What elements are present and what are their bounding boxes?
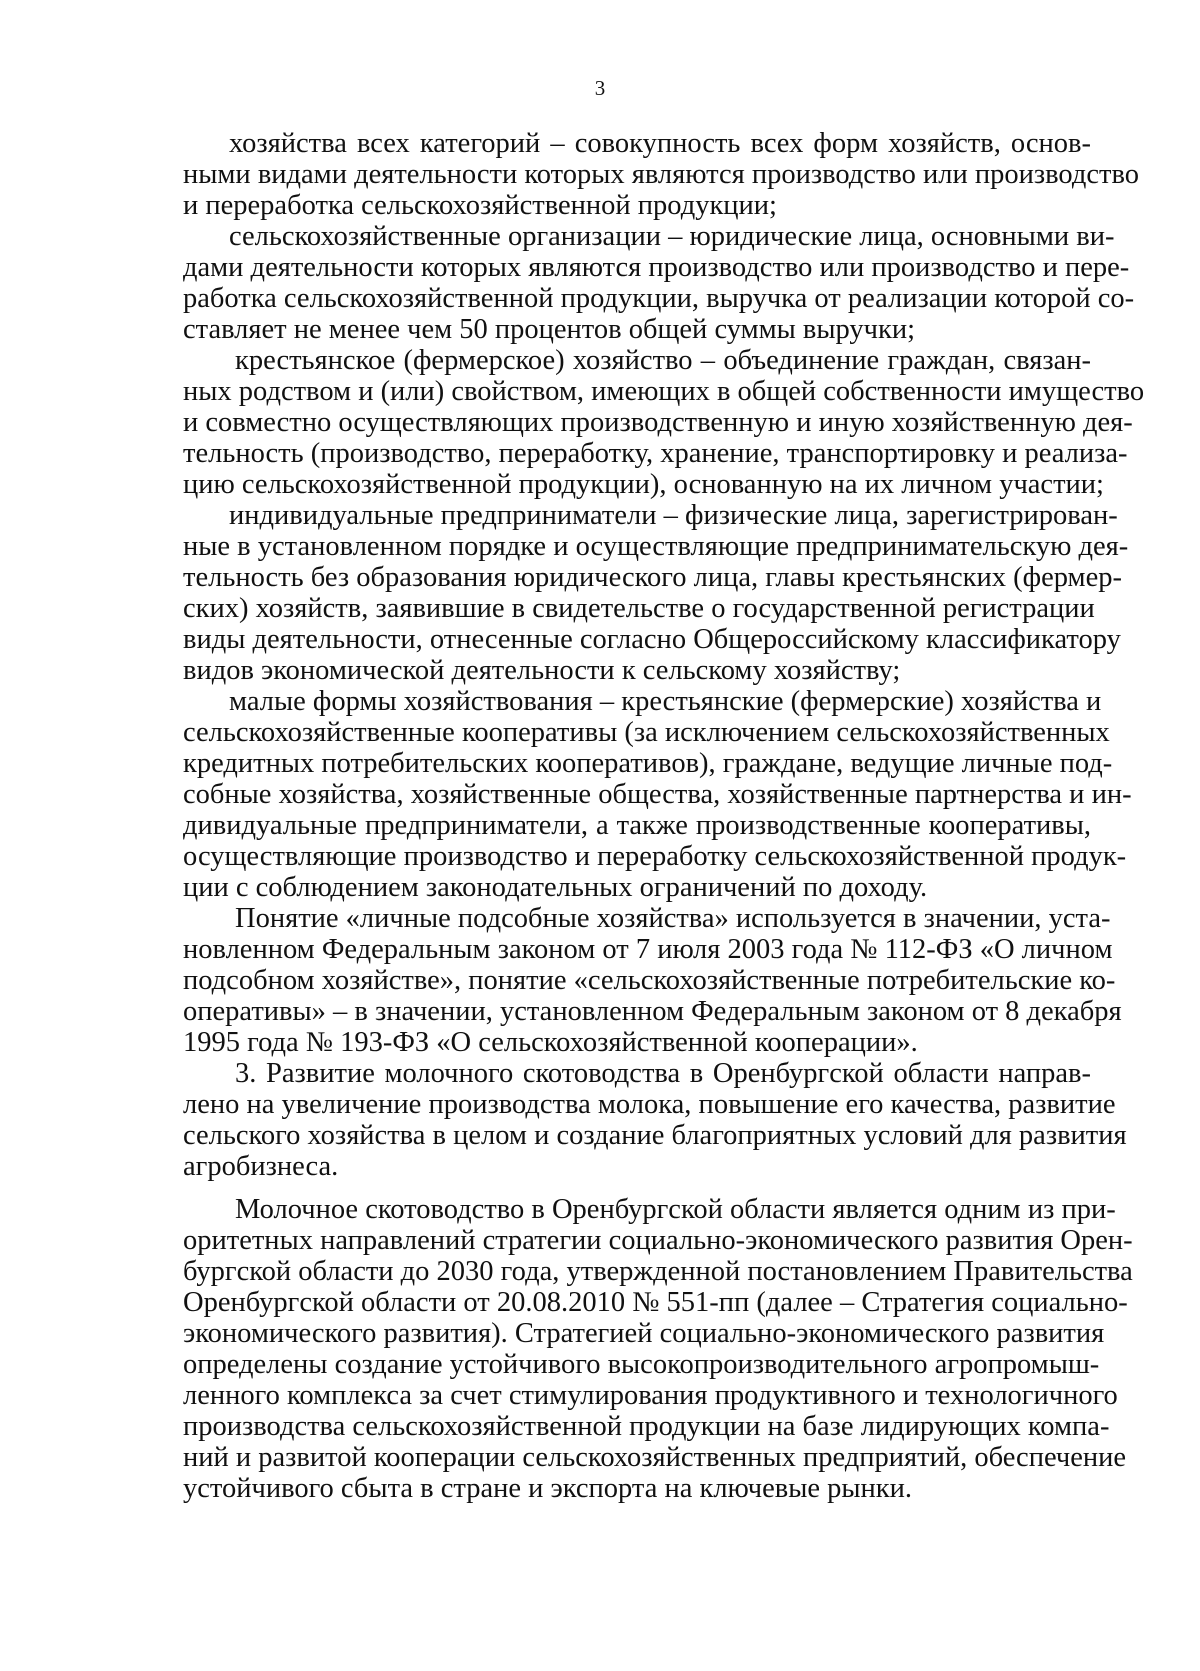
- text-line: хозяйства всех категорий – совокупность всех форм хозяйств, основ-: [229, 128, 1091, 159]
- text-line: видов экономической деятельности к сельскому хозяйству;: [183, 655, 901, 686]
- text-line: цию сельскохозяйственной продукции), основанную на их личном участии;: [183, 469, 1104, 500]
- paragraph-section-3: [183, 1058, 1127, 1182]
- text-line: определены создание устойчивого высокопроизводительного агропромыш-: [183, 1349, 1100, 1380]
- text-line: ции с соблюдением законодательных ограничений по доходу.: [183, 872, 928, 903]
- text-line: оритетных направлений стратегии социально-экономического развития Орен-: [183, 1225, 1133, 1256]
- text-line: ских) хозяйств, заявившие в свидетельстве о государственной регистрации: [183, 593, 1095, 624]
- text-line: подсобном хозяйстве», понятие «сельскохозяйственные потребительские ко-: [183, 965, 1116, 996]
- text-line: сельскохозяйственные кооперативы (за исключением сельскохозяйственных: [183, 717, 1110, 748]
- text-line: дами деятельности которых являются производство или производство и пере-: [183, 252, 1130, 283]
- text-line: устойчивого сбыта в стране и экспорта на ключевые рынки.: [183, 1473, 913, 1504]
- text-line: 3. Развитие молочного скотоводства в Оренбургской области направ-: [235, 1058, 1091, 1089]
- text-line: ных родством и (или) свойством, имеющих в общей собственности имущество: [183, 376, 1145, 407]
- paragraph-individual-entrepreneurs: [183, 500, 1129, 686]
- text-line: и совместно осуществляющих производственную и иную хозяйственную дея-: [183, 407, 1133, 438]
- text-line: новленном Федеральным законом от 7 июля 2003 года № 112-ФЗ «О личном: [183, 934, 1113, 965]
- text-line: ными видами деятельности которых являются производство или производство: [183, 159, 1139, 190]
- text-line: сельского хозяйства в целом и создание благоприятных условий для развития: [183, 1120, 1127, 1151]
- text-line: бургской области до 2030 года, утвержденной постановлением Правительства: [183, 1256, 1133, 1287]
- paragraph-concept-definitions: [183, 903, 1122, 1058]
- text-line: сельскохозяйственные организации – юридические лица, основными ви-: [229, 221, 1115, 252]
- text-line: агробизнеса.: [183, 1151, 339, 1182]
- paragraph-small-business-forms: [183, 686, 1132, 903]
- text-line: дивидуальные предприниматели, а также производственные кооперативы,: [183, 810, 1091, 841]
- paragraph-peasant-farm: [183, 345, 1145, 500]
- page-number: 3: [594, 76, 606, 100]
- text-line: Молочное скотоводство в Оренбургской области является одним из при-: [235, 1194, 1116, 1225]
- text-line: лено на увеличение производства молока, повышение его качества, развитие: [183, 1089, 1116, 1120]
- text-line: ний и развитой кооперации сельскохозяйственных предприятий, обеспечение: [183, 1442, 1127, 1473]
- text-line: ные в установленном порядке и осуществляющие предпринимательскую дея-: [183, 531, 1129, 562]
- text-line: производства сельскохозяйственной продукции на базе лидирующих компа-: [183, 1411, 1110, 1442]
- text-line: тельность (производство, переработку, хранение, транспортировку и реализа-: [183, 438, 1128, 469]
- text-line: малые формы хозяйствования – крестьянские (фермерские) хозяйства и: [229, 686, 1102, 717]
- text-line: крестьянское (фермерское) хозяйство – объединение граждан, связан-: [235, 345, 1091, 376]
- text-line: виды деятельности, отнесенные согласно Общероссийскому классификатору: [183, 624, 1121, 655]
- text-line: кредитных потребительских кооперативов), граждане, ведущие личные под-: [183, 748, 1113, 779]
- text-line: экономического развития). Стратегией социально-экономического развития: [183, 1318, 1105, 1349]
- paragraph-dairy-strategy: [183, 1194, 1133, 1504]
- text-line: Понятие «личные подсобные хозяйства» используется в значении, уста-: [235, 903, 1111, 934]
- text-line: собные хозяйства, хозяйственные общества, хозяйственные партнерства и ин-: [183, 779, 1132, 810]
- paragraph-agricultural-organizations: [183, 221, 1135, 345]
- body-text: [183, 128, 1145, 1504]
- paragraph-spacer: [183, 1182, 1091, 1194]
- text-line: работка сельскохозяйственной продукции, выручка от реализации которой со-: [183, 283, 1135, 314]
- paragraph-farms-all-categories: [183, 128, 1139, 221]
- text-line: ленного комплекса за счет стимулирования продуктивного и технологичного: [183, 1380, 1118, 1411]
- text-line: осуществляющие производство и переработку сельскохозяйственной продук-: [183, 841, 1127, 872]
- text-line: оперативы» – в значении, установленном Федеральным законом от 8 декабря: [183, 996, 1122, 1027]
- text-line: индивидуальные предприниматели – физические лица, зарегистрирован-: [229, 500, 1118, 531]
- text-line: Оренбургской области от 20.08.2010 № 551-пп (далее – Стратегия социально-: [183, 1287, 1128, 1318]
- text-line: тельность без образования юридического лица, главы крестьянских (фермер-: [183, 562, 1122, 593]
- text-line: 1995 года № 193-ФЗ «О сельскохозяйственной кооперации».: [183, 1027, 918, 1058]
- text-line: ставляет не менее чем 50 процентов общей суммы выручки;: [183, 314, 916, 345]
- text-line: и переработка сельскохозяйственной продукции;: [183, 190, 777, 221]
